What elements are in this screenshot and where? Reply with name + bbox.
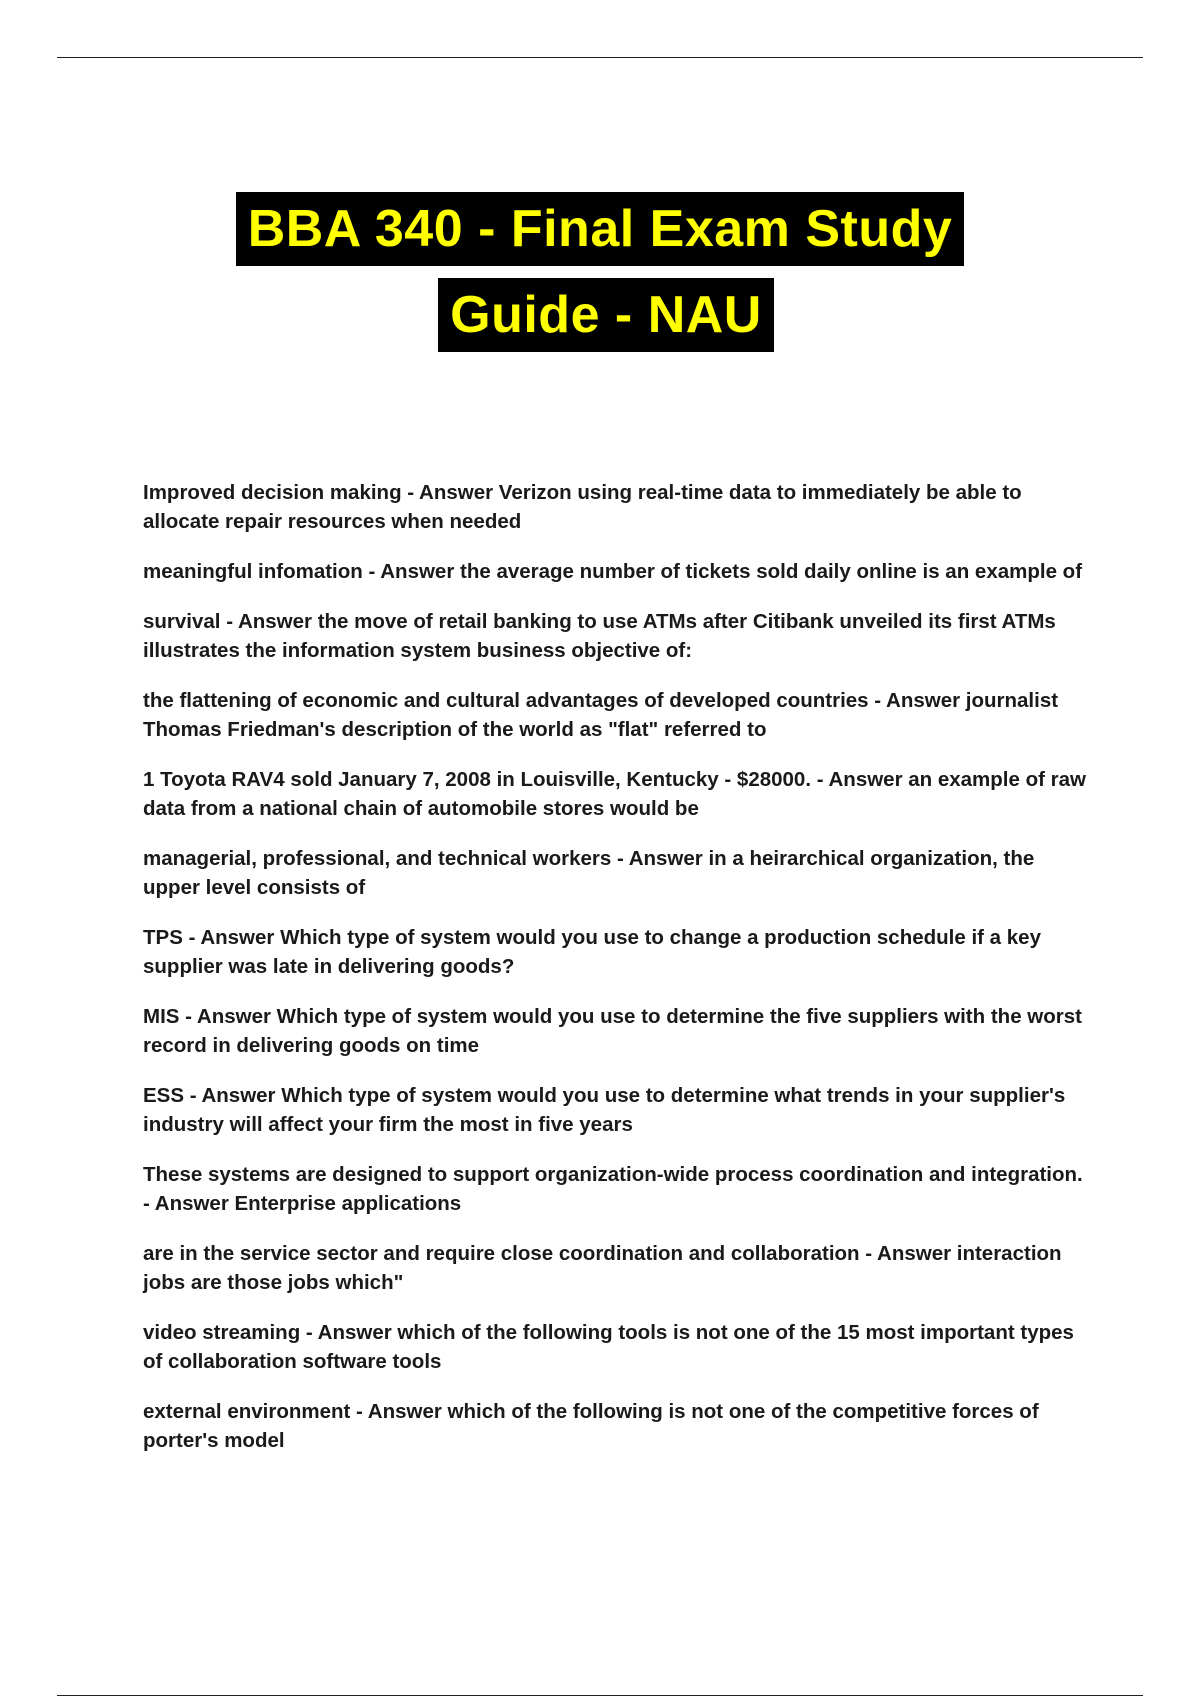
title-line-1: BBA 340 - Final Exam Study [236,192,965,266]
qa-item: These systems are designed to support organization-wide process coordination and integration. - Answer Enterprise applications [143,1163,1083,1215]
qa-list [143,478,1093,1476]
qa-item: video streaming - Answer which of the following tools is not one of the 15 most important types of collaboration software tools [143,1321,1074,1373]
qa-item: managerial, professional, and technical workers - Answer in a heirarchical organization, the upper level consists of [143,847,1035,899]
qa-item: ESS - Answer Which type of system would you use to determine what trends in your supplier's industry will affect your firm the most in five years [143,1084,1066,1136]
title-line-2: Guide - NAU [438,278,774,352]
qa-item: meaningful infomation - Answer the average number of tickets sold daily online is an example of [143,560,1083,583]
qa-item: external environment - Answer which of the following is not one of the competitive forces of porter's model [143,1400,1039,1452]
qa-item: Improved decision making - Answer Verizon using real-time data to immediately be able to allocate repair resources when needed [143,481,1022,533]
top-divider [57,57,1143,58]
bottom-divider [57,1695,1143,1696]
qa-item: the flattening of economic and cultural advantages of developed countries - Answer journalist Thomas Friedman's description of the world as "flat" referred to [143,689,1059,741]
qa-item: survival - Answer the move of retail banking to use ATMs after Citibank unveiled its first ATMs illustrates the information system business objective of: [143,610,1056,662]
qa-item: 1 Toyota RAV4 sold January 7, 2008 in Louisville, Kentucky - $28000. - Answer an example of raw data from a national chain of automobile stores would be [143,768,1086,820]
qa-item: MIS - Answer Which type of system would you use to determine the five suppliers with the worst record in delivering goods on time [143,1005,1082,1057]
document-title [0,192,1200,352]
qa-item: TPS - Answer Which type of system would you use to change a production schedule if a key supplier was late in delivering goods? [143,926,1041,978]
qa-item: are in the service sector and require close coordination and collaboration - Answer interaction jobs are those jobs which" [143,1242,1062,1294]
